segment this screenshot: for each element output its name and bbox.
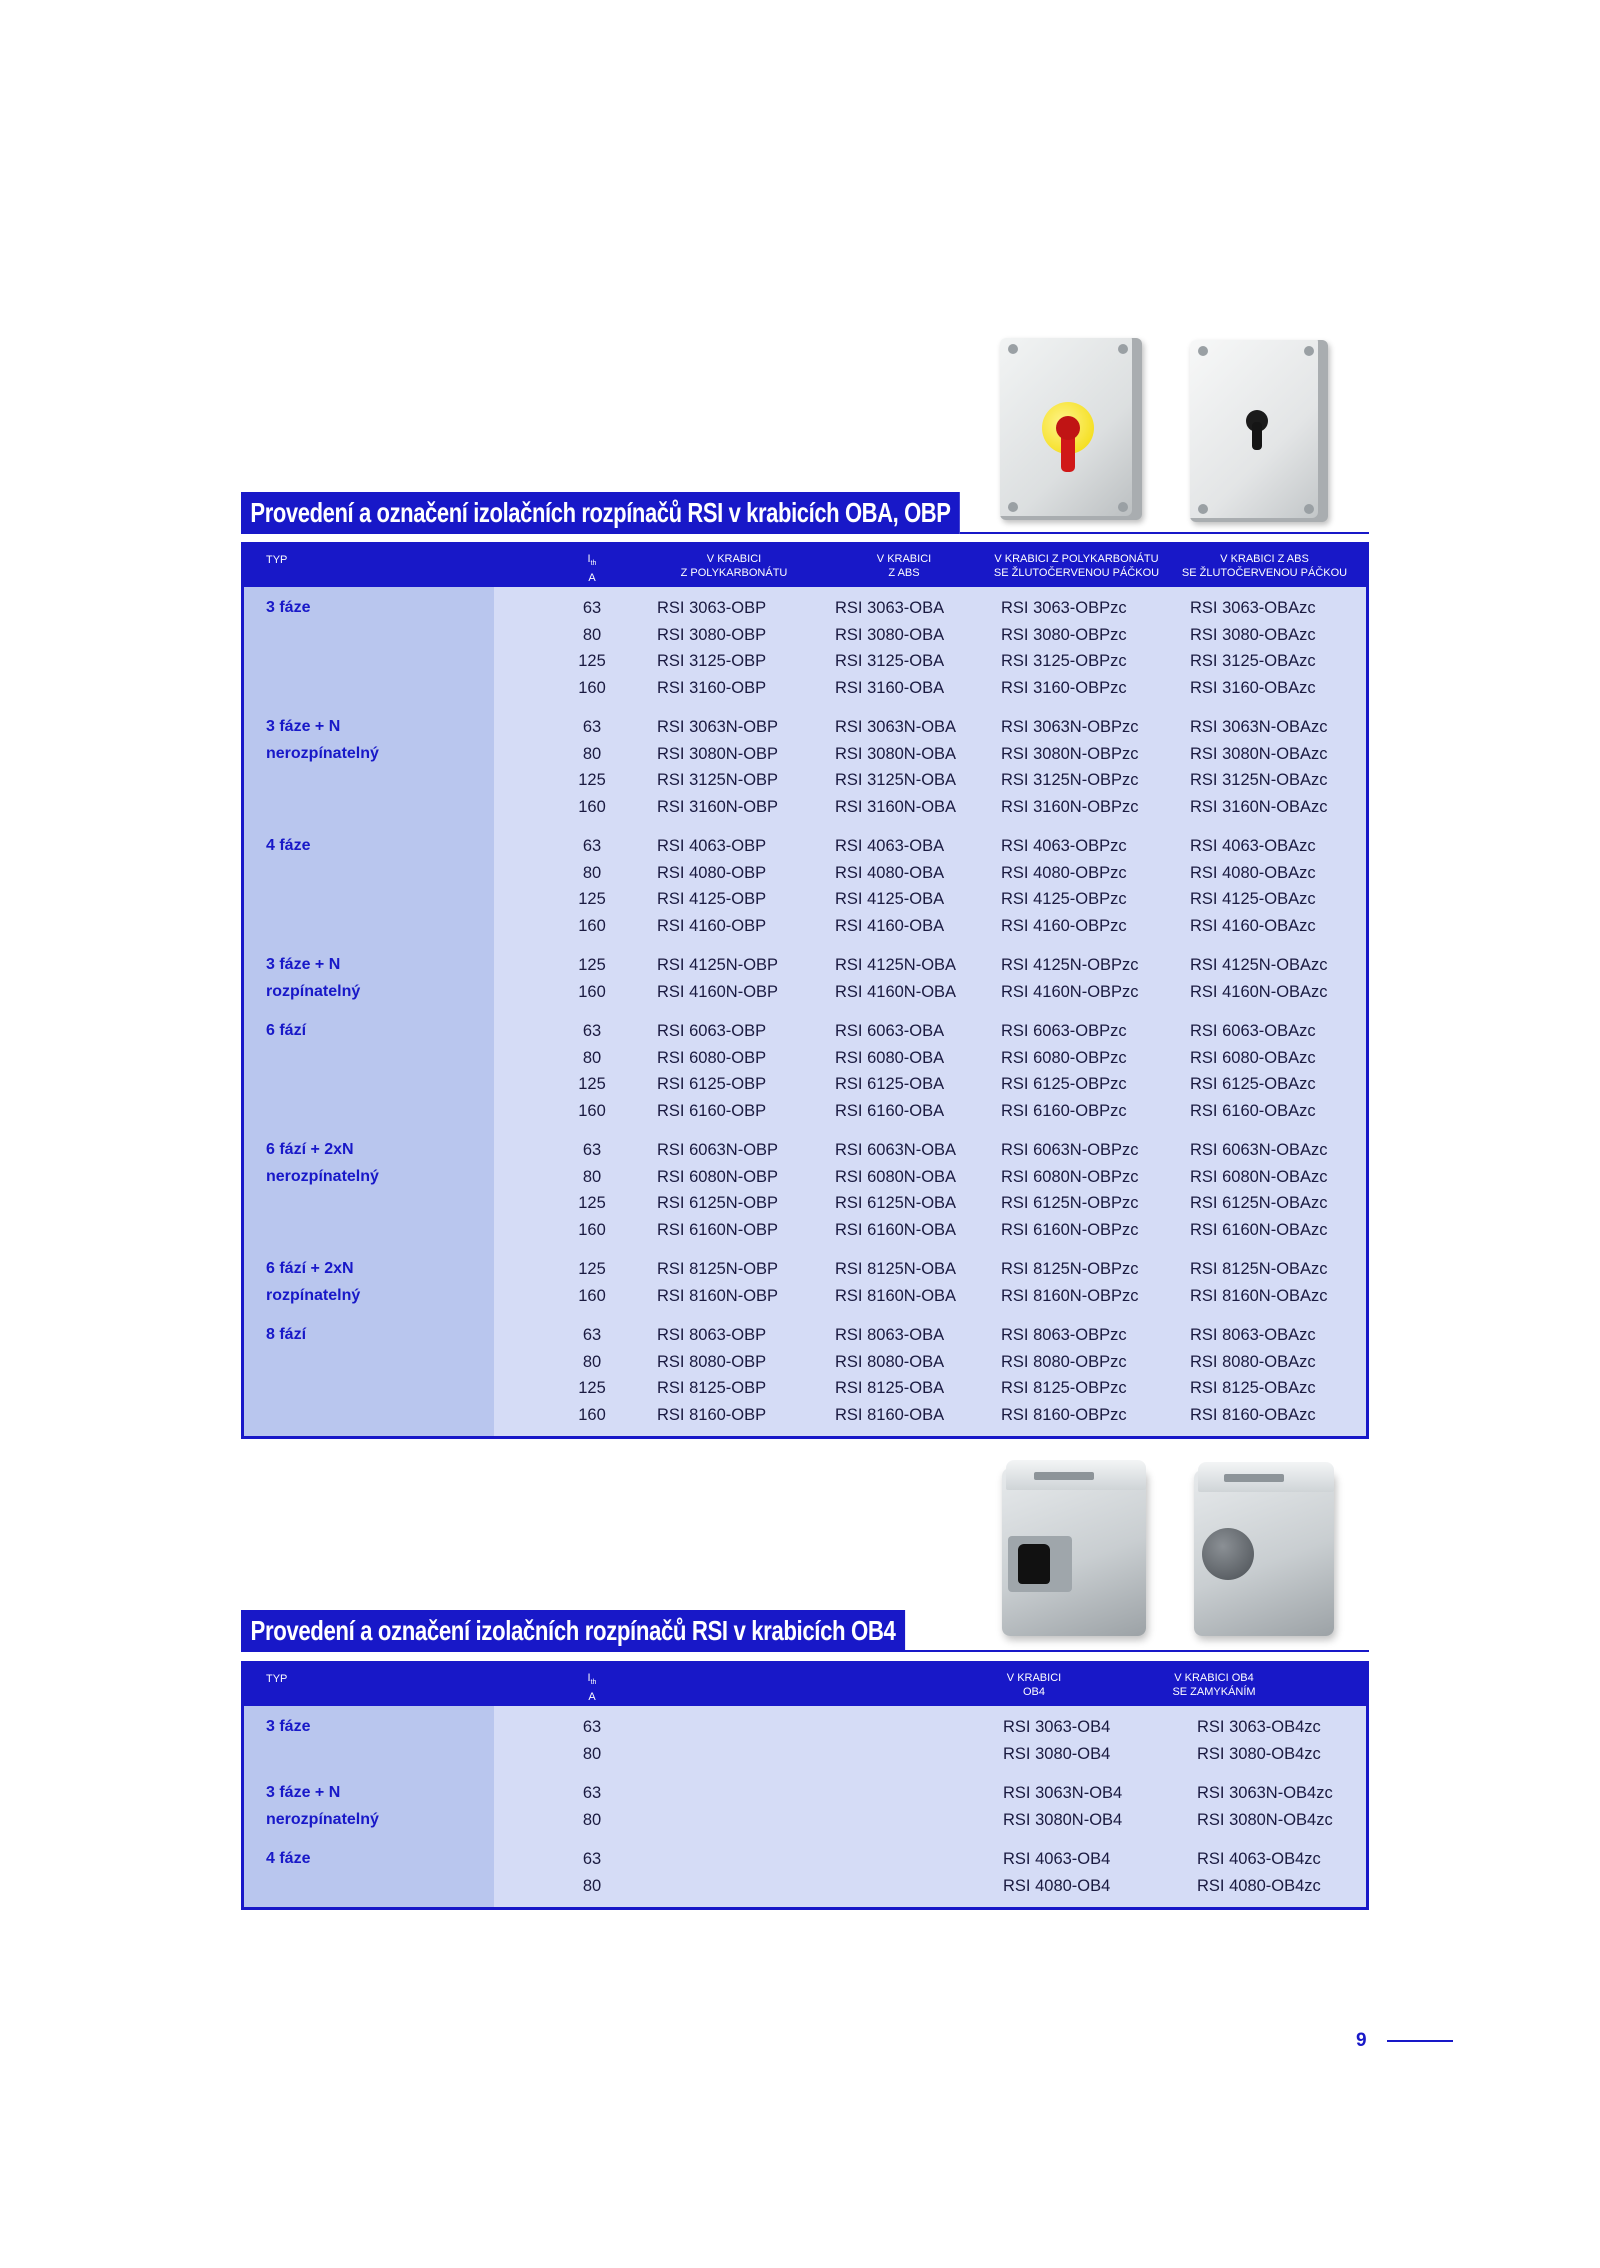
product-code: RSI 3063-OB4 bbox=[1003, 1718, 1111, 1736]
product-code: RSI 8160-OBAzc bbox=[1190, 1405, 1316, 1424]
product-code: RSI 8160-OBA bbox=[835, 1405, 945, 1424]
table-row bbox=[244, 833, 1366, 860]
ith-value: 80 bbox=[582, 1744, 602, 1763]
product-code: RSI 4125-OBPzc bbox=[1001, 890, 1127, 908]
product-code: RSI 6125N-OBP bbox=[657, 1194, 779, 1212]
ith-value: 63 bbox=[582, 1718, 602, 1736]
product-code: RSI 3125-OBPzc bbox=[1001, 652, 1127, 670]
product-code: RSI 4125N-OBPzc bbox=[1001, 956, 1139, 974]
product-code: RSI 8125-OBP bbox=[657, 1379, 767, 1397]
type-label: 3 fáze + N bbox=[266, 718, 341, 735]
product-code: RSI 3080-OBP bbox=[657, 625, 767, 644]
product-code: RSI 8160N-OBPzc bbox=[1001, 1286, 1139, 1305]
product-photo-ob4-grey-dial bbox=[1190, 1462, 1340, 1640]
table-row bbox=[244, 1349, 1366, 1376]
product-code: RSI 3063-OBPzc bbox=[1001, 599, 1127, 617]
product-code: RSI 3063-OBA bbox=[835, 599, 945, 617]
product-code: RSI 3063N-OBAzc bbox=[1190, 718, 1328, 736]
product-code: RSI 3080N-OBP bbox=[657, 744, 779, 763]
table-row bbox=[244, 1846, 1366, 1873]
product-code: RSI 4063-OB4zc bbox=[1197, 1850, 1321, 1868]
product-code: RSI 8160N-OBAzc bbox=[1190, 1286, 1328, 1305]
table-row bbox=[244, 1780, 1366, 1807]
type-label: 4 fáze bbox=[266, 1850, 311, 1867]
product-code: RSI 3160-OBAzc bbox=[1190, 678, 1316, 697]
row-group bbox=[244, 833, 1366, 939]
table-row bbox=[244, 1098, 1366, 1125]
product-code: RSI 4080-OB4 bbox=[1003, 1876, 1111, 1895]
ith-value: 80 bbox=[582, 1048, 602, 1067]
table-row bbox=[244, 1741, 1366, 1768]
product-code: RSI 3125N-OBP bbox=[657, 771, 779, 789]
product-code: RSI 4125-OBA bbox=[835, 890, 945, 908]
row-group bbox=[244, 1018, 1366, 1124]
product-code: RSI 6063-OBAzc bbox=[1190, 1022, 1316, 1040]
product-photo-obp-yellow-red bbox=[1000, 338, 1148, 524]
product-code: RSI 6125-OBAzc bbox=[1190, 1075, 1316, 1093]
product-code: RSI 4160N-OBA bbox=[835, 982, 957, 1001]
product-code: RSI 3125N-OBPzc bbox=[1001, 771, 1139, 789]
product-code: RSI 4160-OBP bbox=[657, 916, 767, 935]
product-code: RSI 3080-OB4 bbox=[1003, 1744, 1111, 1763]
table-row bbox=[244, 1217, 1366, 1244]
product-code: RSI 4125-OBP bbox=[657, 890, 767, 908]
product-code: RSI 8080-OBP bbox=[657, 1352, 767, 1371]
product-code: RSI 6063N-OBAzc bbox=[1190, 1141, 1328, 1159]
product-code: RSI 4160N-OBP bbox=[657, 982, 779, 1001]
table-row bbox=[244, 1045, 1366, 1072]
table-row bbox=[244, 1071, 1366, 1098]
ith-value: 160 bbox=[578, 1405, 606, 1424]
table-row bbox=[244, 1256, 1366, 1283]
ith-value: 80 bbox=[582, 1876, 602, 1895]
product-code: RSI 4160N-OBAzc bbox=[1190, 982, 1328, 1001]
product-code: RSI 6160-OBAzc bbox=[1190, 1101, 1316, 1120]
row-group bbox=[244, 1322, 1366, 1428]
table-row bbox=[244, 1322, 1366, 1349]
product-code: RSI 3160N-OBA bbox=[835, 797, 957, 816]
table-row bbox=[244, 1018, 1366, 1045]
row-group bbox=[244, 1780, 1366, 1833]
product-code: RSI 6160-OBA bbox=[835, 1101, 945, 1120]
type-label: 4 fáze bbox=[266, 837, 311, 854]
product-code: RSI 3125N-OBA bbox=[835, 771, 957, 789]
ith-value: 63 bbox=[582, 1022, 602, 1040]
product-code: RSI 8125N-OBP bbox=[657, 1260, 779, 1278]
product-code: RSI 6160N-OBA bbox=[835, 1220, 957, 1239]
product-code: RSI 6080N-OBP bbox=[657, 1167, 779, 1186]
section1-title-rule bbox=[960, 532, 1369, 534]
product-code: RSI 4080-OBP bbox=[657, 863, 767, 882]
table-row bbox=[244, 794, 1366, 821]
ith-value: 63 bbox=[582, 1850, 602, 1868]
table-body bbox=[244, 587, 1366, 1436]
table-row bbox=[244, 595, 1366, 622]
product-code: RSI 6125-OBP bbox=[657, 1075, 767, 1093]
product-code: RSI 8160-OBPzc bbox=[1001, 1405, 1127, 1424]
product-code: RSI 8063-OBAzc bbox=[1190, 1326, 1316, 1344]
product-code: RSI 8063-OBA bbox=[835, 1326, 945, 1344]
row-group bbox=[244, 952, 1366, 1005]
product-code: RSI 4160-OBA bbox=[835, 916, 945, 935]
ith-value: 63 bbox=[582, 599, 602, 617]
grey-dial-icon bbox=[1202, 1528, 1254, 1580]
page-number-rule bbox=[1387, 2040, 1453, 2042]
product-code: RSI 4063-OBAzc bbox=[1190, 837, 1316, 855]
product-code: RSI 4063-OBP bbox=[657, 837, 767, 855]
table-row bbox=[244, 886, 1366, 913]
header-typ: TYP bbox=[266, 1673, 288, 1685]
ith-value: 125 bbox=[578, 1260, 606, 1278]
product-code: RSI 8063-OBP bbox=[657, 1326, 767, 1344]
section2-title: Provedení a označení izolačních rozpínačů RSI v krabicích OB4 bbox=[241, 1610, 905, 1652]
product-code: RSI 3063-OB4zc bbox=[1197, 1718, 1321, 1736]
ith-value: 160 bbox=[578, 678, 606, 697]
ith-value: 125 bbox=[578, 1075, 606, 1093]
product-code: RSI 6080N-OBA bbox=[835, 1167, 957, 1186]
table-header bbox=[244, 1664, 1366, 1706]
table-row bbox=[244, 952, 1366, 979]
header-col-abs: V KRABICI Z ABS bbox=[876, 553, 932, 579]
ith-value: 160 bbox=[578, 982, 606, 1001]
product-code: RSI 6063N-OBPzc bbox=[1001, 1141, 1139, 1159]
table-row bbox=[244, 767, 1366, 794]
row-group bbox=[244, 1256, 1366, 1309]
ith-value: 80 bbox=[582, 1810, 602, 1829]
product-code: RSI 3063-OBAzc bbox=[1190, 599, 1316, 617]
product-code: RSI 3080N-OB4zc bbox=[1197, 1810, 1333, 1829]
product-code: RSI 6160N-OBPzc bbox=[1001, 1220, 1139, 1239]
product-code: RSI 3080N-OB4 bbox=[1003, 1810, 1123, 1829]
product-code: RSI 6125N-OBPzc bbox=[1001, 1194, 1139, 1212]
product-code: RSI 8080-OBPzc bbox=[1001, 1352, 1127, 1371]
product-code: RSI 4080-OB4zc bbox=[1197, 1876, 1321, 1895]
table-row bbox=[244, 1402, 1366, 1429]
product-code: RSI 8063-OBPzc bbox=[1001, 1326, 1127, 1344]
header-col-ob4: V KRABICI OB4 bbox=[1006, 1672, 1062, 1698]
product-code: RSI 4125N-OBA bbox=[835, 956, 957, 974]
table-row bbox=[244, 1873, 1366, 1900]
product-code: RSI 8125N-OBAzc bbox=[1190, 1260, 1328, 1278]
product-code: RSI 4063-OB4 bbox=[1003, 1850, 1111, 1868]
table-row bbox=[244, 648, 1366, 675]
table-row bbox=[244, 1807, 1366, 1834]
product-code: RSI 3080-OBAzc bbox=[1190, 625, 1316, 644]
product-code: RSI 6080N-OBAzc bbox=[1190, 1167, 1328, 1186]
product-code: RSI 4125-OBAzc bbox=[1190, 890, 1316, 908]
table-row bbox=[244, 1190, 1366, 1217]
product-code: RSI 8125N-OBPzc bbox=[1001, 1260, 1139, 1278]
product-code: RSI 3080N-OBAzc bbox=[1190, 744, 1328, 763]
header-col-polycarbonate: V KRABICI Z POLYKARBONÁTU bbox=[680, 553, 788, 579]
product-code: RSI 4080-OBPzc bbox=[1001, 863, 1127, 882]
product-code: RSI 8125-OBA bbox=[835, 1379, 945, 1397]
type-label: 6 fází + 2xN bbox=[266, 1141, 354, 1158]
product-code: RSI 3063N-OBP bbox=[657, 718, 779, 736]
type-label: rozpínatelný bbox=[266, 982, 361, 1000]
ith-value: 63 bbox=[582, 1141, 602, 1159]
product-code: RSI 3125N-OBAzc bbox=[1190, 771, 1328, 789]
table-row bbox=[244, 741, 1366, 768]
product-code: RSI 3080-OBA bbox=[835, 625, 945, 644]
product-code: RSI 3125-OBA bbox=[835, 652, 945, 670]
product-code: RSI 3125-OBP bbox=[657, 652, 767, 670]
table-oba-obp bbox=[241, 542, 1369, 1439]
type-label: nerozpínatelný bbox=[266, 1810, 379, 1828]
product-code: RSI 8125-OBAzc bbox=[1190, 1379, 1316, 1397]
product-code: RSI 4080-OBA bbox=[835, 863, 945, 882]
ith-value: 160 bbox=[578, 797, 606, 816]
product-photo-oba-black bbox=[1190, 340, 1332, 524]
product-code: RSI 8080-OBAzc bbox=[1190, 1352, 1316, 1371]
product-code: RSI 4063-OBA bbox=[835, 837, 945, 855]
type-label: 3 fáze + N bbox=[266, 956, 341, 973]
type-label: nerozpínatelný bbox=[266, 744, 379, 762]
product-code: RSI 6125-OBPzc bbox=[1001, 1075, 1127, 1093]
product-photo-ob4-black-knob bbox=[998, 1460, 1150, 1640]
row-group bbox=[244, 1846, 1366, 1899]
product-code: RSI 8125N-OBA bbox=[835, 1260, 957, 1278]
header-ith: $I_{th}$ A bbox=[587, 1672, 597, 1704]
product-code: RSI 3063-OBP bbox=[657, 599, 767, 617]
product-code: RSI 8160N-OBP bbox=[657, 1286, 779, 1305]
product-code: RSI 3063N-OBPzc bbox=[1001, 718, 1139, 736]
product-code: RSI 6125-OBA bbox=[835, 1075, 945, 1093]
product-code: RSI 6125N-OBAzc bbox=[1190, 1194, 1328, 1212]
section2-title-rule bbox=[905, 1650, 1369, 1652]
product-code: RSI 3063N-OB4zc bbox=[1197, 1784, 1333, 1802]
black-knob-icon bbox=[1018, 1544, 1050, 1584]
product-code: RSI 4125N-OBP bbox=[657, 956, 779, 974]
ith-value: 80 bbox=[582, 1167, 602, 1186]
section1-title: Provedení a označení izolačních rozpínačů RSI v krabicích OBA, OBP bbox=[241, 492, 960, 534]
product-code: RSI 4160-OBPzc bbox=[1001, 916, 1127, 935]
table-row bbox=[244, 979, 1366, 1006]
table-row bbox=[244, 1714, 1366, 1741]
row-group bbox=[244, 595, 1366, 701]
product-code: RSI 4080-OBAzc bbox=[1190, 863, 1316, 882]
product-code: RSI 4063-OBPzc bbox=[1001, 837, 1127, 855]
ith-value: 63 bbox=[582, 837, 602, 855]
product-code: RSI 3080N-OBPzc bbox=[1001, 744, 1139, 763]
product-code: RSI 6080-OBP bbox=[657, 1048, 767, 1067]
product-code: RSI 3160N-OBPzc bbox=[1001, 797, 1139, 816]
product-code: RSI 6063N-OBA bbox=[835, 1141, 957, 1159]
table-row bbox=[244, 913, 1366, 940]
table-row bbox=[244, 860, 1366, 887]
header-ith: $I_{th}$ A bbox=[587, 553, 597, 585]
product-code: RSI 3080-OB4zc bbox=[1197, 1744, 1321, 1763]
table-row bbox=[244, 1283, 1366, 1310]
product-code: RSI 8160-OBP bbox=[657, 1405, 767, 1424]
ith-value: 63 bbox=[582, 1784, 602, 1802]
table-ob4 bbox=[241, 1661, 1369, 1910]
product-code: RSI 3160N-OBAzc bbox=[1190, 797, 1328, 816]
product-code: RSI 3160N-OBP bbox=[657, 797, 779, 816]
ith-value: 63 bbox=[582, 1326, 602, 1344]
product-code: RSI 3080N-OBA bbox=[835, 744, 957, 763]
type-label: nerozpínatelný bbox=[266, 1167, 379, 1185]
product-code: RSI 3160-OBA bbox=[835, 678, 945, 697]
table-row bbox=[244, 714, 1366, 741]
product-code: RSI 6080N-OBPzc bbox=[1001, 1167, 1139, 1186]
product-code: RSI 6160-OBP bbox=[657, 1101, 767, 1120]
product-code: RSI 6063N-OBP bbox=[657, 1141, 779, 1159]
table-row bbox=[244, 1164, 1366, 1191]
type-label: 6 fází bbox=[266, 1022, 307, 1039]
ith-value: 160 bbox=[578, 1220, 606, 1239]
product-code: RSI 3160-OBP bbox=[657, 678, 767, 697]
product-code: RSI 3080-OBPzc bbox=[1001, 625, 1127, 644]
ith-value: 63 bbox=[582, 718, 602, 736]
row-group bbox=[244, 1714, 1366, 1767]
row-group bbox=[244, 1137, 1366, 1243]
product-code: RSI 6160N-OBP bbox=[657, 1220, 779, 1239]
ith-value: 125 bbox=[578, 771, 606, 789]
product-code: RSI 6063-OBPzc bbox=[1001, 1022, 1127, 1040]
product-code: RSI 3125-OBAzc bbox=[1190, 652, 1316, 670]
table-row bbox=[244, 1375, 1366, 1402]
ith-value: 125 bbox=[578, 956, 606, 974]
table-row bbox=[244, 1137, 1366, 1164]
ith-value: 160 bbox=[578, 1101, 606, 1120]
ith-value: 125 bbox=[578, 1194, 606, 1212]
ith-value: 80 bbox=[582, 863, 602, 882]
ith-value: 125 bbox=[578, 890, 606, 908]
type-label: 3 fáze bbox=[266, 599, 311, 616]
header-col-polycarbonate-yellow-red: V KRABICI Z POLYKARBONÁTU SE ŽLUTOČERVENOU PÁČKOU bbox=[993, 553, 1160, 579]
ith-value: 125 bbox=[578, 652, 606, 670]
product-code: RSI 6063-OBP bbox=[657, 1022, 767, 1040]
product-code: RSI 6080-OBPzc bbox=[1001, 1048, 1127, 1067]
product-code: RSI 6080-OBAzc bbox=[1190, 1048, 1316, 1067]
table-body bbox=[244, 1706, 1366, 1907]
type-label: 3 fáze bbox=[266, 1718, 311, 1735]
ith-value: 80 bbox=[582, 625, 602, 644]
table-row bbox=[244, 675, 1366, 702]
page-number: 9 bbox=[1356, 2030, 1367, 2051]
row-group bbox=[244, 714, 1366, 820]
ith-value: 160 bbox=[578, 916, 606, 935]
table-row bbox=[244, 622, 1366, 649]
product-code: RSI 3063N-OBA bbox=[835, 718, 957, 736]
header-col-abs-yellow-red: V KRABICI Z ABS SE ŽLUTOČERVENOU PÁČKOU bbox=[1181, 553, 1348, 579]
ith-value: 80 bbox=[582, 1352, 602, 1371]
product-code: RSI 8125-OBPzc bbox=[1001, 1379, 1127, 1397]
product-code: RSI 6125N-OBA bbox=[835, 1194, 957, 1212]
type-label: rozpínatelný bbox=[266, 1286, 361, 1304]
product-code: RSI 8160N-OBA bbox=[835, 1286, 957, 1305]
product-code: RSI 6080-OBA bbox=[835, 1048, 945, 1067]
type-label: 3 fáze + N bbox=[266, 1784, 341, 1801]
header-typ: TYP bbox=[266, 554, 288, 566]
ith-value: 80 bbox=[582, 744, 602, 763]
product-code: RSI 6160-OBPzc bbox=[1001, 1101, 1127, 1120]
product-code: RSI 4125N-OBAzc bbox=[1190, 956, 1328, 974]
type-label: 6 fází + 2xN bbox=[266, 1260, 354, 1277]
ith-value: 125 bbox=[578, 1379, 606, 1397]
product-code: RSI 3063N-OB4 bbox=[1003, 1784, 1123, 1802]
table-header bbox=[244, 545, 1366, 587]
product-code: RSI 4160-OBAzc bbox=[1190, 916, 1316, 935]
product-code: RSI 6063-OBA bbox=[835, 1022, 945, 1040]
header-col-ob4-locking: V KRABICI OB4 SE ZAMYKÁNÍM bbox=[1172, 1672, 1256, 1698]
product-code: RSI 8080-OBA bbox=[835, 1352, 945, 1371]
ith-value: 160 bbox=[578, 1286, 606, 1305]
product-code: RSI 4160N-OBPzc bbox=[1001, 982, 1139, 1001]
product-code: RSI 6160N-OBAzc bbox=[1190, 1220, 1328, 1239]
product-code: RSI 3160-OBPzc bbox=[1001, 678, 1127, 697]
type-label: 8 fází bbox=[266, 1326, 307, 1343]
